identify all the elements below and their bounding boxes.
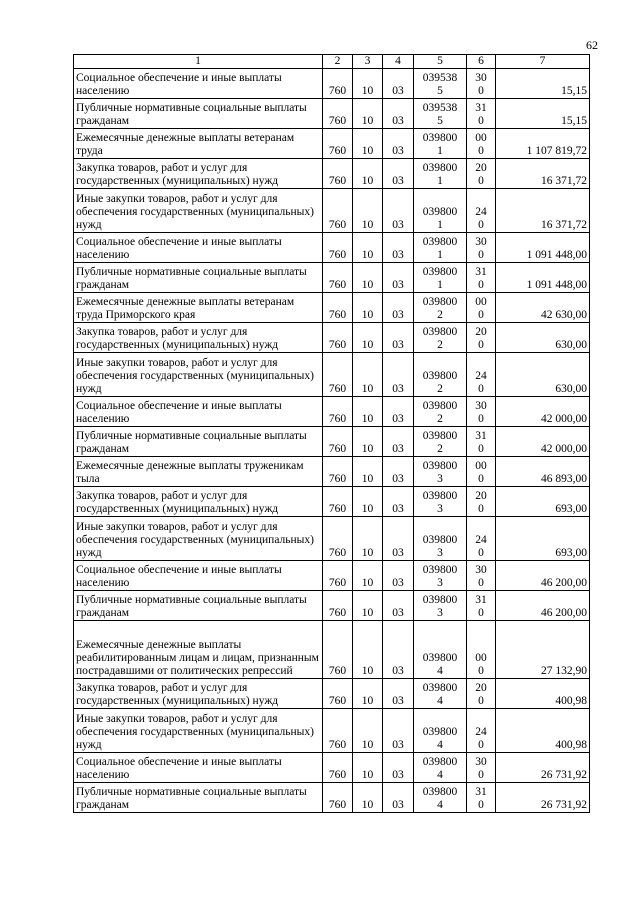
row-target-article-cell (414, 353, 467, 397)
row-subsection-cell: 03 (383, 679, 414, 709)
row-subsection-cell: 03 (383, 397, 414, 427)
expense-type-part: 30 (475, 564, 487, 576)
expense-type-part: 0 (478, 219, 484, 231)
row-name-cell: Закупка товаров, работ и услуг для государственных (муниципальных) нужд (74, 487, 323, 517)
row-expense-type-cell (467, 487, 496, 517)
row-amount-cell: 693,00 (496, 487, 590, 517)
row-code-cell: 760 (323, 189, 353, 233)
row-subsection-cell: 03 (383, 561, 414, 591)
row-name-cell: Публичные нормативные социальные выплаты гражданам (74, 783, 323, 813)
row-amount-cell: 42 000,00 (496, 427, 590, 457)
target-article-part: 039800 (422, 652, 458, 664)
table-row (74, 591, 590, 621)
table-row (74, 679, 590, 709)
expense-type-part: 0 (478, 695, 484, 707)
row-target-article-cell (414, 709, 467, 753)
expense-type-part: 31 (475, 266, 487, 278)
table-row (74, 427, 590, 457)
row-amount-cell: 46 200,00 (496, 561, 590, 591)
row-section-cell: 10 (353, 397, 383, 427)
row-amount-cell: 1 107 819,72 (496, 129, 590, 159)
row-code-cell: 760 (323, 621, 353, 679)
expense-type-part: 00 (475, 652, 487, 664)
target-article-part: 2 (437, 339, 443, 351)
row-name-cell: Публичные нормативные социальные выплаты гражданам (74, 263, 323, 293)
header-cell-3: 3 (353, 55, 383, 69)
row-expense-type-cell (467, 99, 496, 129)
row-amount-cell: 630,00 (496, 353, 590, 397)
row-subsection-cell: 03 (383, 129, 414, 159)
row-expense-type-cell (467, 293, 496, 323)
expense-type-part: 0 (478, 145, 484, 157)
row-target-article-cell (414, 159, 467, 189)
row-amount-cell: 42 000,00 (496, 397, 590, 427)
target-article-part: 1 (437, 249, 443, 261)
row-name-cell: Социальное обеспечение и иные выплаты населению (74, 233, 323, 263)
row-expense-type-cell (467, 397, 496, 427)
table-row (74, 293, 590, 323)
target-article-part: 1 (437, 279, 443, 291)
expense-type-part: 0 (478, 769, 484, 781)
target-article-part: 039800 (422, 370, 458, 382)
target-article-part: 039538 (422, 102, 458, 114)
row-section-cell: 10 (353, 189, 383, 233)
row-section-cell: 10 (353, 753, 383, 783)
row-code-cell: 760 (323, 263, 353, 293)
row-expense-type-cell (467, 263, 496, 293)
row-subsection-cell: 03 (383, 457, 414, 487)
expense-type-part: 0 (478, 739, 484, 751)
row-amount-cell: 1 091 448,00 (496, 233, 590, 263)
row-target-article-cell (414, 427, 467, 457)
expense-type-part: 20 (475, 326, 487, 338)
expense-type-part: 0 (478, 503, 484, 515)
target-article-part: 039800 (422, 490, 458, 502)
expense-type-part: 31 (475, 594, 487, 606)
row-target-article-cell (414, 69, 467, 99)
target-article-part: 039800 (422, 726, 458, 738)
target-article-part: 039800 (422, 682, 458, 694)
row-name-cell: Ежемесячные денежные выплаты ветеранам труда Приморского края (74, 293, 323, 323)
row-expense-type-cell (467, 561, 496, 591)
row-expense-type-cell (467, 233, 496, 263)
row-expense-type-cell (467, 709, 496, 753)
expense-type-part: 0 (478, 665, 484, 677)
table-row (74, 753, 590, 783)
expense-type-part: 30 (475, 400, 487, 412)
row-subsection-cell: 03 (383, 353, 414, 397)
row-name-cell: Иные закупки товаров, работ и услуг для обеспечения государственных (муниципальных) нужд (74, 189, 323, 233)
row-target-article-cell (414, 293, 467, 323)
row-section-cell: 10 (353, 427, 383, 457)
expense-type-part: 0 (478, 249, 484, 261)
row-name-cell: Социальное обеспечение и иные выплаты населению (74, 69, 323, 99)
target-article-part: 039800 (422, 162, 458, 174)
expense-type-part: 20 (475, 162, 487, 174)
row-subsection-cell: 03 (383, 323, 414, 353)
table-row (74, 99, 590, 129)
expense-type-part: 0 (478, 339, 484, 351)
target-article-part: 039800 (422, 266, 458, 278)
expense-type-part: 31 (475, 786, 487, 798)
target-article-part: 1 (437, 145, 443, 157)
row-subsection-cell: 03 (383, 263, 414, 293)
expense-type-part: 0 (478, 473, 484, 485)
table-row (74, 69, 590, 99)
expense-type-part: 31 (475, 102, 487, 114)
expense-type-part: 0 (478, 443, 484, 455)
expense-type-part: 00 (475, 460, 487, 472)
table-row (74, 263, 590, 293)
row-code-cell: 760 (323, 517, 353, 561)
row-expense-type-cell (467, 353, 496, 397)
budget-table (73, 54, 590, 813)
row-subsection-cell: 03 (383, 709, 414, 753)
row-section-cell: 10 (353, 323, 383, 353)
target-article-part: 5 (437, 85, 443, 97)
target-article-part: 2 (437, 383, 443, 395)
target-article-part: 039538 (422, 72, 458, 84)
row-code-cell: 760 (323, 233, 353, 263)
row-subsection-cell: 03 (383, 99, 414, 129)
row-amount-cell: 42 630,00 (496, 293, 590, 323)
target-article-part: 1 (437, 219, 443, 231)
row-target-article-cell (414, 323, 467, 353)
row-code-cell: 760 (323, 591, 353, 621)
row-code-cell: 760 (323, 753, 353, 783)
table-row (74, 189, 590, 233)
table-row (74, 457, 590, 487)
row-section-cell: 10 (353, 263, 383, 293)
target-article-part: 039800 (422, 296, 458, 308)
row-name-cell: Иные закупки товаров, работ и услуг для обеспечения государственных (муниципальных) нужд (74, 517, 323, 561)
target-article-part: 3 (437, 607, 443, 619)
row-subsection-cell: 03 (383, 783, 414, 813)
row-name-cell: Закупка товаров, работ и услуг для государственных (муниципальных) нужд (74, 679, 323, 709)
row-expense-type-cell (467, 189, 496, 233)
target-article-part: 039800 (422, 236, 458, 248)
row-subsection-cell: 03 (383, 621, 414, 679)
expense-type-part: 0 (478, 85, 484, 97)
target-article-part: 039800 (422, 786, 458, 798)
row-target-article-cell (414, 129, 467, 159)
row-name-cell: Закупка товаров, работ и услуг для государственных (муниципальных) нужд (74, 159, 323, 189)
row-amount-cell: 46 893,00 (496, 457, 590, 487)
row-section-cell: 10 (353, 621, 383, 679)
row-section-cell: 10 (353, 353, 383, 397)
table-row (74, 233, 590, 263)
header-cell-1: 1 (74, 55, 323, 69)
expense-type-part: 0 (478, 175, 484, 187)
target-article-part: 039800 (422, 534, 458, 546)
row-code-cell: 760 (323, 99, 353, 129)
row-name-cell: Иные закупки товаров, работ и услуг для обеспечения государственных (муниципальных) нужд (74, 709, 323, 753)
row-section-cell: 10 (353, 293, 383, 323)
expense-type-part: 0 (478, 279, 484, 291)
row-section-cell: 10 (353, 679, 383, 709)
header-cell-5: 5 (414, 55, 467, 69)
row-code-cell: 760 (323, 427, 353, 457)
row-expense-type-cell (467, 679, 496, 709)
row-expense-type-cell (467, 323, 496, 353)
expense-type-part: 20 (475, 490, 487, 502)
row-name-cell: Публичные нормативные социальные выплаты гражданам (74, 591, 323, 621)
row-code-cell: 760 (323, 679, 353, 709)
table-row (74, 561, 590, 591)
target-article-part: 039800 (422, 460, 458, 472)
target-article-part: 4 (437, 769, 443, 781)
row-subsection-cell: 03 (383, 591, 414, 621)
row-expense-type-cell (467, 621, 496, 679)
row-subsection-cell: 03 (383, 233, 414, 263)
expense-type-part: 0 (478, 309, 484, 321)
row-amount-cell: 400,98 (496, 709, 590, 753)
row-amount-cell: 15,15 (496, 69, 590, 99)
row-code-cell: 760 (323, 159, 353, 189)
row-amount-cell: 1 091 448,00 (496, 263, 590, 293)
row-target-article-cell (414, 99, 467, 129)
row-section-cell: 10 (353, 517, 383, 561)
target-article-part: 039800 (422, 206, 458, 218)
row-subsection-cell: 03 (383, 69, 414, 99)
row-amount-cell: 26 731,92 (496, 753, 590, 783)
target-article-part: 3 (437, 577, 443, 589)
target-article-part: 4 (437, 799, 443, 811)
target-article-part: 3 (437, 547, 443, 559)
row-subsection-cell: 03 (383, 487, 414, 517)
row-amount-cell: 16 371,72 (496, 189, 590, 233)
row-expense-type-cell (467, 69, 496, 99)
expense-type-part: 30 (475, 236, 487, 248)
row-target-article-cell (414, 457, 467, 487)
row-target-article-cell (414, 397, 467, 427)
row-amount-cell: 16 371,72 (496, 159, 590, 189)
row-name-cell: Ежемесячные денежные выплаты ветеранам труда (74, 129, 323, 159)
expense-type-part: 24 (475, 370, 487, 382)
row-subsection-cell: 03 (383, 189, 414, 233)
row-section-cell: 10 (353, 591, 383, 621)
row-subsection-cell: 03 (383, 427, 414, 457)
table-row (74, 323, 590, 353)
expense-type-part: 24 (475, 726, 487, 738)
expense-type-part: 20 (475, 682, 487, 694)
row-subsection-cell: 03 (383, 293, 414, 323)
target-article-part: 039800 (422, 326, 458, 338)
row-code-cell: 760 (323, 487, 353, 517)
row-code-cell: 760 (323, 397, 353, 427)
target-article-part: 039800 (422, 594, 458, 606)
row-expense-type-cell (467, 129, 496, 159)
row-target-article-cell (414, 189, 467, 233)
row-expense-type-cell (467, 783, 496, 813)
row-code-cell: 760 (323, 709, 353, 753)
row-name-cell: Социальное обеспечение и иные выплаты населению (74, 397, 323, 427)
expense-type-part: 30 (475, 72, 487, 84)
row-section-cell: 10 (353, 561, 383, 591)
expense-type-part: 0 (478, 577, 484, 589)
page-number: 62 (586, 38, 598, 52)
row-target-article-cell (414, 263, 467, 293)
row-target-article-cell (414, 621, 467, 679)
row-amount-cell: 27 132,90 (496, 621, 590, 679)
target-article-part: 3 (437, 503, 443, 515)
row-code-cell: 760 (323, 783, 353, 813)
row-subsection-cell: 03 (383, 159, 414, 189)
expense-type-part: 0 (478, 547, 484, 559)
target-article-part: 4 (437, 739, 443, 751)
row-code-cell: 760 (323, 323, 353, 353)
row-amount-cell: 46 200,00 (496, 591, 590, 621)
row-code-cell: 760 (323, 561, 353, 591)
row-code-cell: 760 (323, 293, 353, 323)
row-section-cell: 10 (353, 783, 383, 813)
row-amount-cell: 630,00 (496, 323, 590, 353)
header-cell-4: 4 (383, 55, 414, 69)
row-target-article-cell (414, 233, 467, 263)
table-row (74, 621, 590, 679)
target-article-part: 1 (437, 175, 443, 187)
expense-type-part: 0 (478, 115, 484, 127)
target-article-part: 039800 (422, 430, 458, 442)
target-article-part: 5 (437, 115, 443, 127)
row-code-cell: 760 (323, 69, 353, 99)
row-subsection-cell: 03 (383, 753, 414, 783)
expense-type-part: 30 (475, 756, 487, 768)
target-article-part: 4 (437, 695, 443, 707)
row-expense-type-cell (467, 159, 496, 189)
row-target-article-cell (414, 753, 467, 783)
row-amount-cell: 693,00 (496, 517, 590, 561)
row-code-cell: 760 (323, 353, 353, 397)
expense-type-part: 00 (475, 296, 487, 308)
target-article-part: 2 (437, 443, 443, 455)
expense-type-part: 0 (478, 799, 484, 811)
table-row (74, 487, 590, 517)
row-target-article-cell (414, 487, 467, 517)
expense-type-part: 24 (475, 206, 487, 218)
target-article-part: 2 (437, 413, 443, 425)
row-name-cell: Ежемесячные денежные выплаты труженикам тыла (74, 457, 323, 487)
row-amount-cell: 15,15 (496, 99, 590, 129)
table-row (74, 517, 590, 561)
target-article-part: 4 (437, 665, 443, 677)
row-target-article-cell (414, 783, 467, 813)
target-article-part: 2 (437, 309, 443, 321)
row-section-cell: 10 (353, 457, 383, 487)
row-code-cell: 760 (323, 457, 353, 487)
row-expense-type-cell (467, 517, 496, 561)
row-name-cell: Социальное обеспечение и иные выплаты населению (74, 561, 323, 591)
table-row (74, 783, 590, 813)
expense-type-part: 24 (475, 534, 487, 546)
table-row (74, 353, 590, 397)
expense-type-part: 0 (478, 607, 484, 619)
expense-type-part: 00 (475, 132, 487, 144)
target-article-part: 039800 (422, 756, 458, 768)
row-section-cell: 10 (353, 159, 383, 189)
row-target-article-cell (414, 561, 467, 591)
row-amount-cell: 26 731,92 (496, 783, 590, 813)
row-amount-cell: 400,98 (496, 679, 590, 709)
row-target-article-cell (414, 679, 467, 709)
header-row (74, 55, 590, 69)
row-section-cell: 10 (353, 99, 383, 129)
row-expense-type-cell (467, 457, 496, 487)
row-subsection-cell: 03 (383, 517, 414, 561)
target-article-part: 039800 (422, 564, 458, 576)
table-row (74, 129, 590, 159)
target-article-part: 3 (437, 473, 443, 485)
row-code-cell: 760 (323, 129, 353, 159)
row-name-cell: Публичные нормативные социальные выплаты гражданам (74, 99, 323, 129)
target-article-part: 039800 (422, 400, 458, 412)
row-expense-type-cell (467, 427, 496, 457)
row-target-article-cell (414, 591, 467, 621)
row-name-cell: Публичные нормативные социальные выплаты гражданам (74, 427, 323, 457)
row-section-cell: 10 (353, 487, 383, 517)
row-target-article-cell (414, 517, 467, 561)
target-article-part: 039800 (422, 132, 458, 144)
row-name-cell: Иные закупки товаров, работ и услуг для обеспечения государственных (муниципальных) нужд (74, 353, 323, 397)
expense-type-part: 0 (478, 383, 484, 395)
table-row (74, 709, 590, 753)
table-row (74, 397, 590, 427)
header-cell-2: 2 (323, 55, 353, 69)
row-section-cell: 10 (353, 233, 383, 263)
row-expense-type-cell (467, 753, 496, 783)
row-name-cell: Закупка товаров, работ и услуг для государственных (муниципальных) нужд (74, 323, 323, 353)
expense-type-part: 0 (478, 413, 484, 425)
header-cell-6: 6 (467, 55, 496, 69)
row-name-cell: Социальное обеспечение и иные выплаты населению (74, 753, 323, 783)
header-cell-7: 7 (496, 55, 590, 69)
row-section-cell: 10 (353, 69, 383, 99)
row-expense-type-cell (467, 591, 496, 621)
row-section-cell: 10 (353, 709, 383, 753)
table-row (74, 159, 590, 189)
row-section-cell: 10 (353, 129, 383, 159)
expense-type-part: 31 (475, 430, 487, 442)
row-name-cell: Ежемесячные денежные выплаты реабилитированным лицам и лицам, признанным пострадавшими от политических репрессий (74, 621, 323, 679)
